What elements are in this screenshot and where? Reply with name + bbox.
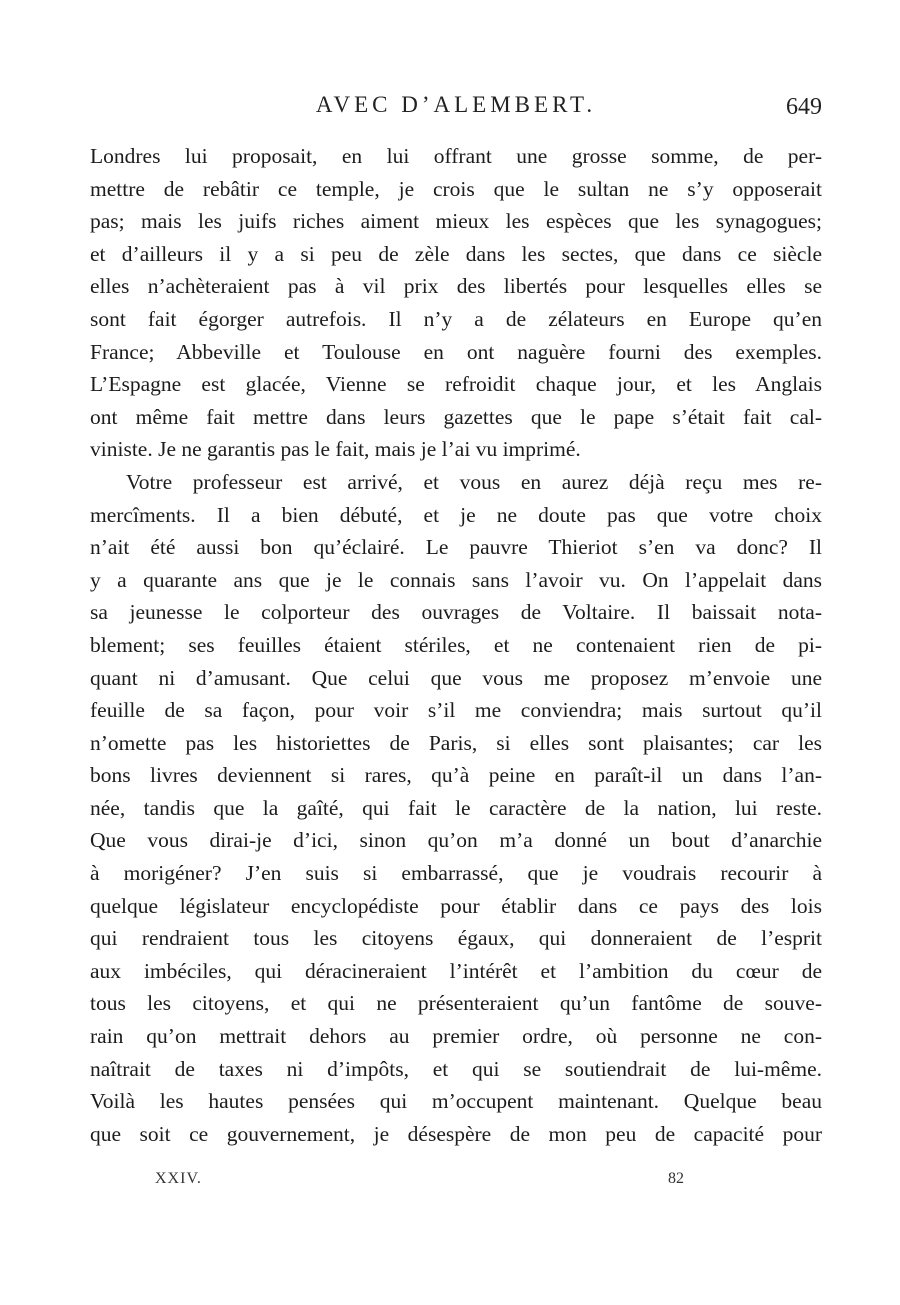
running-title: AVEC D’ALEMBERT. <box>315 92 597 117</box>
page-number: 649 <box>786 94 822 120</box>
text-line: Voilà les hautes pensées qui m’occupent maintenant. Quelque beau <box>90 1089 822 1114</box>
text-line: à morigéner? J’en suis si embarrassé, que je voudrais recourir à <box>90 861 822 886</box>
text-line: y a quarante ans que je le connais sans l’avoir vu. On l’appelait dans <box>90 567 822 592</box>
running-head <box>90 92 822 132</box>
text-line: Londres lui proposait, en lui offrant une grosse somme, de per- <box>90 144 822 168</box>
text-line: que soit ce gouvernement, je désespère de mon peu de capacité pour <box>90 1121 822 1146</box>
text-line: naîtrait de taxes ni d’impôts, et qui se soutiendrait de lui-même. <box>90 1056 822 1081</box>
text-line: L’Espagne est glacée, Vienne se refroidit chaque jour, et les Anglais <box>90 372 822 397</box>
text-line: sa jeunesse le colporteur des ouvrages de Voltaire. Il baissait nota- <box>90 600 822 625</box>
text-line: bons livres deviennent si rares, qu’à peine en paraît-il un dans l’an- <box>90 763 822 788</box>
text-line: Que vous dirai-je d’ici, sinon qu’on m’a donné un bout d’anarchie <box>90 828 822 853</box>
text-line: feuille de sa façon, pour voir s’il me conviendra; mais surtout qu’il <box>90 698 822 723</box>
text-line: quant ni d’amusant. Que celui que vous me proposez m’envoie une <box>90 665 822 690</box>
text-line: née, tandis que la gaîté, qui fait le caractère de la nation, lui reste. <box>90 795 822 820</box>
text-line: pas; mais les juifs riches aiment mieux les espèces que les synagogues; <box>90 209 822 234</box>
sheet-number: 82 <box>668 1170 684 1187</box>
paragraph-first-line: Votre professeur est arrivé, et vous en aurez déjà reçu mes re- <box>126 469 822 494</box>
text-line: sont fait égorger autrefois. Il n’y a de zélateurs en Europe qu’en <box>90 306 822 331</box>
text-line: blement; ses feuilles étaient stériles, et ne contenaient rien de pi- <box>90 632 822 657</box>
text-line: mercîments. Il a bien débuté, et je ne doute pas que votre choix <box>90 502 822 527</box>
text-line: France; Abbeville et Toulouse en ont naguère fourni des exemples. <box>90 339 822 364</box>
text-line: mettre de rebâtir ce temple, je crois que le sultan ne s’y opposerait <box>90 176 822 201</box>
text-line: et d’ailleurs il y a si peu de zèle dans les sectes, que dans ce siècle <box>90 241 822 266</box>
text-line: quelque législateur encyclopédiste pour établir dans ce pays des lois <box>90 893 822 918</box>
text-line: n’omette pas les historiettes de Paris, si elles sont plaisantes; car les <box>90 730 822 755</box>
text-line: qui rendraient tous les citoyens égaux, qui donneraient de l’esprit <box>90 926 822 951</box>
signature-mark: XXIV. <box>155 1170 202 1187</box>
text-line: n’ait été aussi bon qu’éclairé. Le pauvre Thieriot s’en va donc? Il <box>90 535 822 560</box>
text-line: aux imbéciles, qui déracineraient l’intérêt et l’ambition du cœur de <box>90 958 822 983</box>
body-text <box>90 140 822 1150</box>
paragraph-end-line: viniste. Je ne garantis pas le fait, mais je l’ai vu imprimé. <box>90 437 581 462</box>
text-line: elles n’achèteraient pas à vil prix des libertés pour lesquelles elles se <box>90 274 822 299</box>
text-line: rain qu’on mettrait dehors au premier ordre, où personne ne con- <box>90 1024 822 1049</box>
text-line: ont même fait mettre dans leurs gazettes que le pape s’était fait cal- <box>90 404 822 429</box>
text-line: tous les citoyens, et qui ne présenteraient qu’un fantôme de souve- <box>90 991 822 1016</box>
